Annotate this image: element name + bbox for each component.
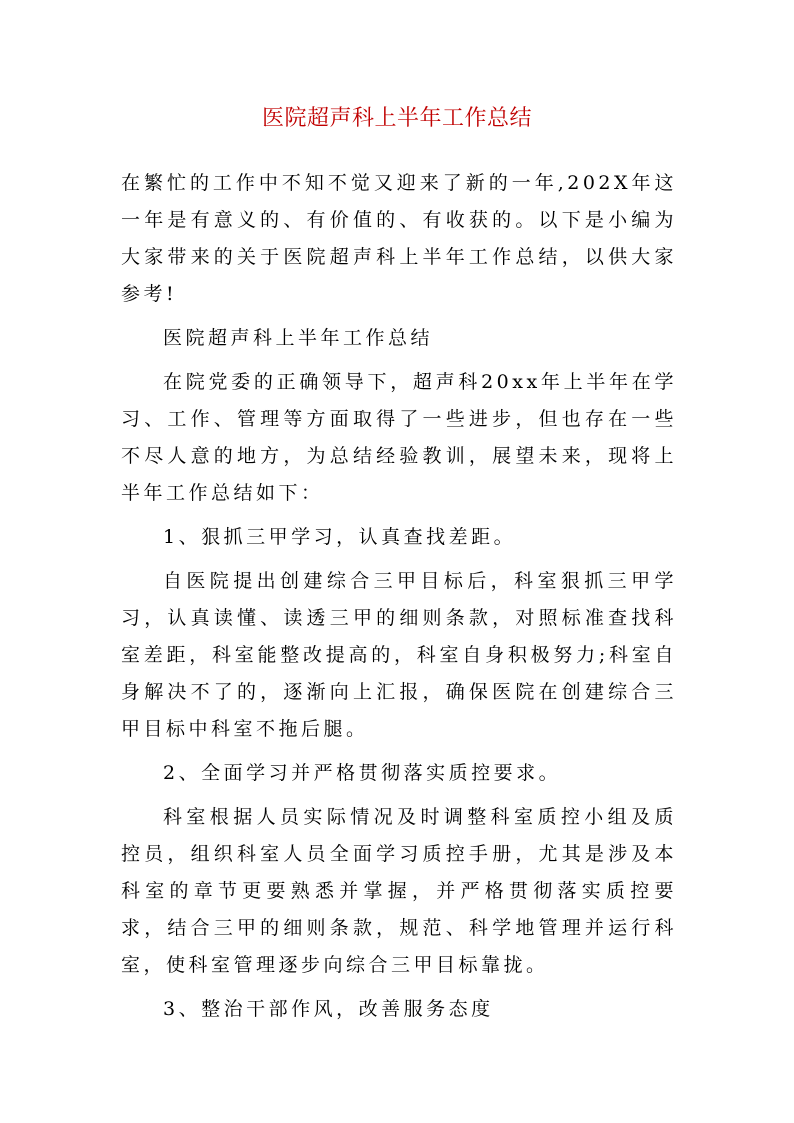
section-heading-1: 1、狠抓三甲学习，认真查找差距。 xyxy=(163,526,517,548)
paragraph-section-1: 自医院提出创建综合三甲目标后，科室狠抓三甲学习，认真读懂、读透三甲的细则条款，对照标准查找科室差距，科室能整改提高的，科室自身积极努力;科室自身解决不了的，逐渐向上汇报，确保医院在创建综合三甲目标中科室不拖后腿。 xyxy=(121,570,677,740)
document-body xyxy=(121,165,677,1035)
paragraph-section-2: 科室根据人员实际情况及时调整科室质控小组及质控员，组织科室人员全面学习质控手册，尤其是涉及本科室的章节更要熟悉并掌握，并严格贯彻落实质控要求，结合三甲的细则条款，规范、科学地管理并运行科室，使科室管理逐步向综合三甲目标靠拢。 xyxy=(121,806,677,976)
paragraph-intro: 在繁忙的工作中不知不觉又迎来了新的一年,202X年这一年是有意义的、有价值的、有收获的。以下是小编为大家带来的关于医院超声科上半年工作总结，以供大家参考! xyxy=(121,172,677,305)
section-heading-2: 2、全面学习并严格贯彻落实质控要求。 xyxy=(163,762,562,784)
section-heading-3: 3、整治干部作风，改善服务态度 xyxy=(163,998,494,1020)
paragraph-overview: 在院党委的正确领导下，超声科20xx年上半年在学习、工作、管理等方面取得了一些进步，但也存在一些不尽人意的地方，为总结经验教训，展望未来，现将上半年工作总结如下： xyxy=(121,371,677,504)
document-title: 医院超声科上半年工作总结 xyxy=(261,106,532,131)
paragraph-subtitle: 医院超声科上半年工作总结 xyxy=(163,327,434,349)
